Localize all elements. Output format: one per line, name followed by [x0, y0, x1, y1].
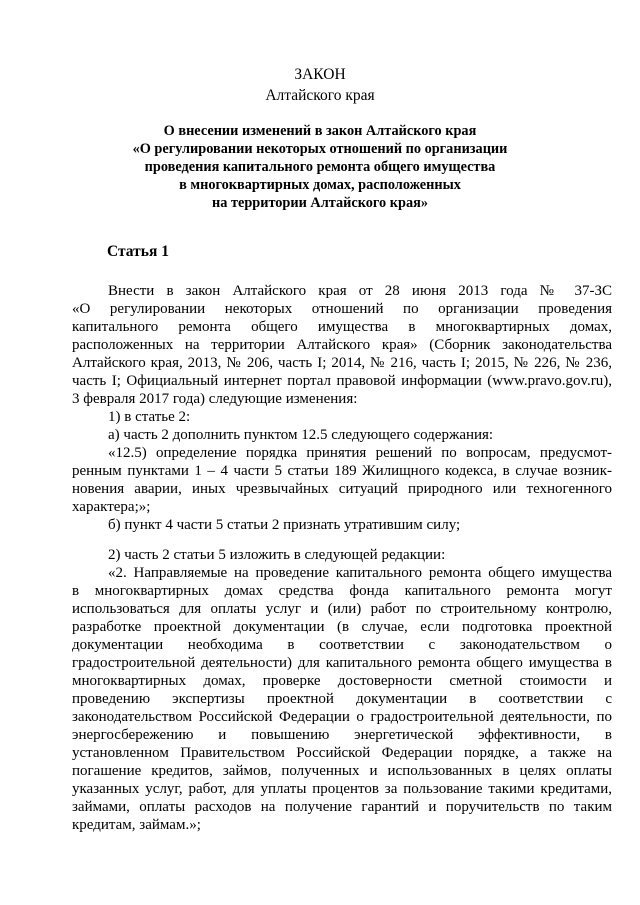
body-line: расположенных на территории Алтайского края» (Сборник законодательства — [72, 337, 612, 353]
law-title-line: в многоквартирных домах, расположенных — [179, 177, 461, 193]
body-line: а) часть 2 дополнить пунктом 12.5 следующего содержания: — [108, 427, 494, 443]
body-line: «2. Направляемые на проведение капитального ремонта общего имущества — [108, 565, 612, 581]
body-line: Внести в закон Алтайского края от 28 июня 2013 года № 37-ЗС — [108, 283, 612, 299]
body-line: погашение кредитов, займов, полученных и использованных в целях оплаты — [72, 763, 612, 779]
law-title-line: проведения капитального ремонта общего имущества — [144, 159, 496, 175]
body-line: характера;»; — [72, 499, 151, 515]
body-line: капитального ремонта общего имущества в многоквартирных домах, — [72, 319, 612, 335]
body-line: многоквартирных домах, проверке достоверности сметной стоимости и — [72, 673, 612, 689]
body-line: проведению экспертизы проектной документации в соответствии с — [72, 691, 612, 707]
body-line: в многоквартирных домах средства фонда капитального ремонта могут — [72, 583, 612, 599]
body-line: документации необходима в соответствии с законодательством о — [72, 637, 612, 653]
law-title-line: О внесении изменений в закон Алтайского края — [163, 123, 477, 139]
body-line: часть I; Официальный интернет портал правовой информации (www.pravo.gov.ru), — [72, 373, 612, 389]
body-line: использоваться для оплаты услуг и (или) работ по строительному контролю, — [72, 601, 612, 617]
body-line: займами, оплаты расходов на получение гарантий и поручительств по таким — [72, 799, 612, 815]
body-line: б) пункт 4 части 5 статьи 2 признать утратившим силу; — [108, 517, 461, 533]
body-line: 3 февраля 2017 года) следующие изменения: — [72, 391, 358, 407]
body-line: ренным пунктами 1 – 4 части 5 статьи 189 Жилищного кодекса, в случае возник- — [72, 463, 612, 479]
body-line: 2) часть 2 статьи 5 изложить в следующей редакции: — [108, 547, 446, 563]
body-line: кредитам, займам.»; — [72, 817, 201, 833]
body-line: «О регулировании некоторых отношений по организации проведения — [72, 301, 612, 317]
body-line: установленном Правительством Российской Федерации порядке, а также на — [72, 745, 612, 761]
body-line: разработке проектной документации (в случае, если подготовка проектной — [72, 619, 612, 635]
article-heading: Статья 1 — [107, 243, 169, 260]
body-line: энергосбережению и повышению энергетической эффективности, в — [72, 727, 612, 743]
body-line: указанных услуг, работ, для уплаты процентов за пользование такими кредитами, — [72, 781, 612, 797]
body-line: «12.5) определение порядка принятия решений по вопросам, предусмот- — [108, 445, 612, 461]
document-subtitle: Алтайского края — [265, 87, 375, 104]
body-line: Алтайского края, 2013, № 206, часть I; 2014, № 216, часть I; 2015, № 226, № 236, — [72, 355, 612, 371]
body-line: 1) в статье 2: — [108, 409, 191, 425]
law-title-line: «О регулировании некоторых отношений по организации — [132, 141, 508, 157]
law-title-line: на территории Алтайского края» — [211, 195, 428, 211]
body-line: градостроительной деятельности) для капитального ремонта общего имущества в — [72, 655, 612, 671]
document-title: ЗАКОН — [294, 66, 346, 83]
body-line: законодательством Российской Федерации о градостроительной деятельности, по — [72, 709, 612, 725]
body-line: новения аварии, иных чрезвычайных ситуаций природного или техногенного — [72, 481, 612, 497]
